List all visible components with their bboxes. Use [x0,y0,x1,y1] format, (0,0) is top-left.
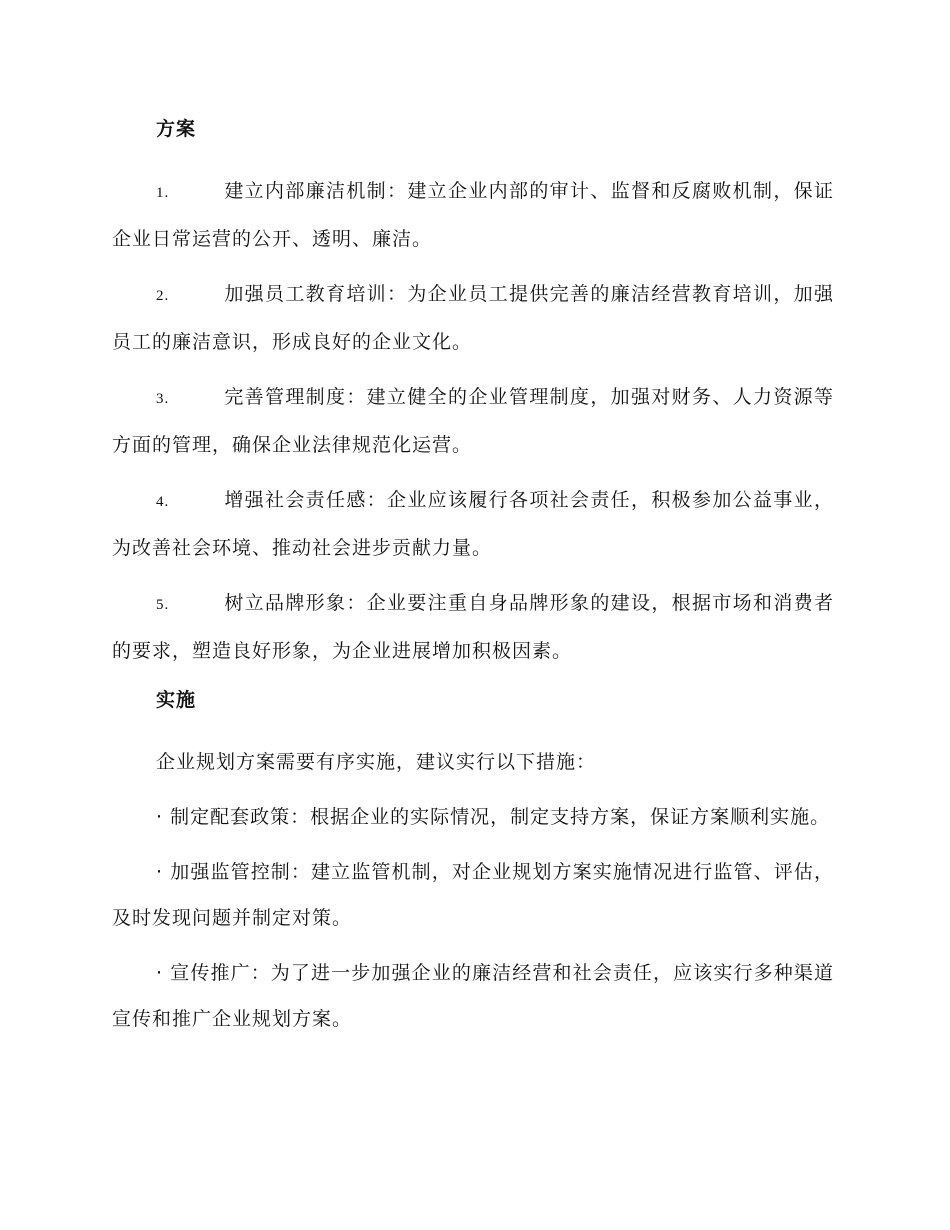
plan-item-number: 4. [156,494,170,510]
bullet-mark: · [156,962,164,984]
plan-item-number: 1. [156,185,170,201]
plan-item-text: 加强员工教育培训：为企业员工提供完善的廉洁经营教育培训，加强员工的廉洁意识，形成良好的企业文化。 [112,283,834,353]
bullet-text: 宣传推广：为了进一步加强企业的廉洁经营和社会责任，应该实行多种渠道宣传和推广企业规划方案。 [112,962,834,1030]
plan-item-number: 2. [156,288,170,304]
plan-item-3 [112,374,834,468]
plan-item-text: 完善管理制度：建立健全的企业管理制度，加强对财务、人力资源等方面的管理，确保企业法律规范化运营。 [112,386,834,456]
plan-item-number: 5. [156,597,170,613]
section-heading-implementation: 实施 [156,689,197,711]
plan-item-text: 增强社会责任感：企业应该履行各项社会责任，积极参加公益事业，为改善社会环境、推动社会进步贡献力量。 [112,489,834,559]
section-heading-plan: 方案 [156,118,197,140]
plan-item-4 [112,477,834,571]
bullet-text: 加强监管控制：建立监管机制，对企业规划方案实施情况进行监管、评估，及时发现问题并制定对策。 [112,861,834,929]
bullet-mark: · [156,861,164,883]
plan-item-text: 建立内部廉洁机制：建立企业内部的审计、监督和反腐败机制，保证企业日常运营的公开、透明、廉洁。 [112,180,834,250]
bullet-mark: · [156,806,164,828]
plan-item-1 [112,168,834,262]
plan-item-number: 3. [156,391,170,407]
plan-item-2 [112,271,834,365]
plan-item-text: 树立品牌形象：企业要注重自身品牌形象的建设，根据市场和消费者的要求，塑造良好形象，为企业进展增加积极因素。 [112,592,834,662]
document-body [112,112,834,1051]
implementation-bullet-3 [112,950,834,1042]
implementation-intro: 企业规划方案需要有序实施，建议实行以下措施： [156,751,597,773]
implementation-bullet-2 [112,849,834,941]
bullet-text: 制定配套政策：根据企业的实际情况，制定支持方案，保证方案顺利实施。 [170,806,831,828]
plan-item-5 [112,580,834,674]
implementation-bullet-1 [112,794,834,840]
